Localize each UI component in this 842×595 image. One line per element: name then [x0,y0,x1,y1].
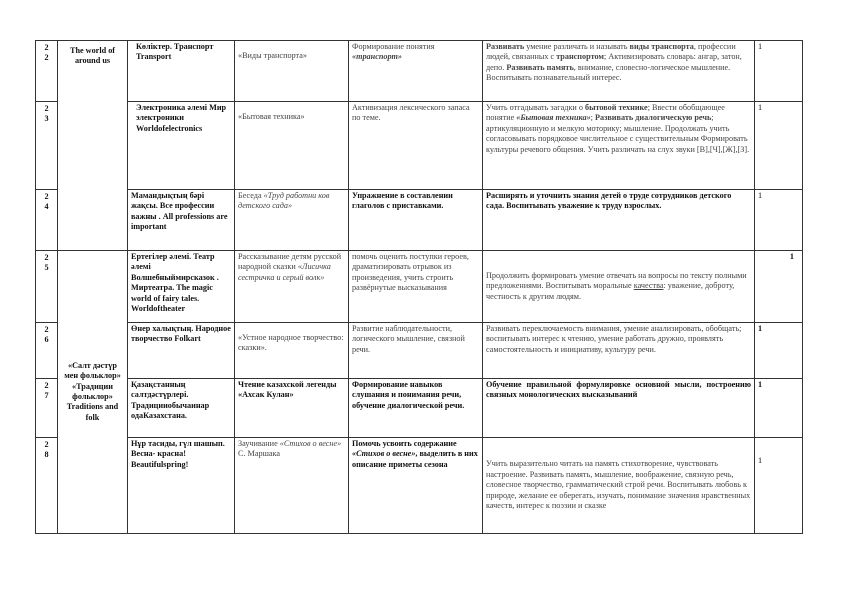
task-cell: Формирование понятия «транспорт» [349,41,483,102]
theme-cell-world [58,41,128,251]
subject-cell: «Виды транспорта» [235,41,349,102]
goals-cell: Учить отгадывать загадки о бытовой технике; Ввести обобщающее понятие «Бытовая техника»; Развивать диалогическую речь; артикуляционную и мелкую моторику; мышление. Продолжать учить согласовывать порядковое числительное с существительным Формировать культуры речевого общения. Учить различать на слух звуки [В],[Ч],[Ж],[З]. [483,102,755,190]
theme-cell-folk [58,251,128,534]
row-number: 2 7 [36,379,58,438]
table-row [36,323,803,379]
topic-cell: Өнер халықтың. Народное творчество Folkart [128,323,235,379]
topic-cell: Қазақстанның салтдәстүрлері. Традицииобычаинар одаКазахстана. [128,379,235,438]
topic-cell: Ертегілер әлемі. Театр әлемі Волшебныймирсказок . Миртеатра. The magic world of fairy tales. Worldoftheater [128,251,235,323]
theme-label: The world of around us [69,46,116,66]
subject-cell: Чтение казахской легенды «Ахсак Кулан» [235,379,349,438]
table-row [36,190,803,251]
row-number: 2 6 [36,323,58,379]
task-cell: Упражнение в составлении глаголов с приставками. [349,190,483,251]
goals-cell: Расширять и уточнить знания детей о труде сотрудников детского сада. Воспитывать уважение к труду взрослых. [483,190,755,251]
goals-cell: Обучение правильной формулировке основной мысли, построению связных монологических высказываний [483,379,755,438]
hours-cell: 1 [755,323,803,379]
subject-cell: Рассказывание детям русской народной сказки «Лисичка сестричка и серый волк» [235,251,349,323]
subject-cell: Беседа «Труд работни ков детского сада» [235,190,349,251]
hours-cell: 1 [755,438,803,534]
topic-cell: Мамандықтың бәрі жақсы. Все профессии важны . All professions are important [128,190,235,251]
table-row [36,41,803,102]
row-number: 2 3 [36,102,58,190]
theme-label: «Салт дәстүр мен фольклор» «Традиции фольклор» Traditions and folk [64,360,121,422]
subject-cell: «Устное народное творчество: сказки». [235,323,349,379]
hours-cell: 1 [755,379,803,438]
table-row [36,438,803,534]
task-cell: Активизация лексического запаса по теме. [349,102,483,190]
task-cell: Помочь усвоить содержание «Стихов о весне», выделить в них описание приметы сезона [349,438,483,534]
task-cell: Развитие наблюдательности, логического мышление, связной речи. [349,323,483,379]
lesson-plan-table [35,40,803,534]
goals-cell: Развивать переключаемость внимания, умение анализировать, обобщать; воспитывать интерес к чтению, умение работать дружно, проявлять самостоятельность и инициативу, культуру речи. [483,323,755,379]
task-cell: Формирование навыков слушания и понимания речи, обучение диалогической речи. [349,379,483,438]
table-row [36,251,803,323]
topic-cell: Нұр тасиды, гүл шашып. Весна- красна! Beautifulspring! [128,438,235,534]
row-number: 2 5 [36,251,58,323]
hours-cell: 1 [755,41,803,102]
subject-cell: Заучивание «Стихов о весне» С. Маршака [235,438,349,534]
subject-cell: «Бытовая техника» [235,102,349,190]
goals-cell: Развивать умение различать и называть виды транспорта, профессии людей, связанных с транспортом; Активизировать словарь: ангар, затон, депо. Развивать память, внимание, словесно-логическое мышление. Воспитывать познавательный интерес. [483,41,755,102]
topic-cell: Көлiктер. Транспорт Transport [128,41,235,102]
table-row [36,102,803,190]
table-row [36,379,803,438]
goals-cell: Учить выразительно читать на память стихотворение, чувствовать настроение. Развивать память, мышление, воображение, связную речь, словесное творчество, грамматический строй речи. Воспитывать любовь к природе, желание ее оберегать, изучать, понимание значения нравственных качеств, интерес к поэзии и сказке [483,438,755,534]
task-cell: помочь оценить поступки героев, драматизировать отрывок из произведения, учить строить развёрнутые высказывания [349,251,483,323]
goals-cell: Продолжить формировать умение отвечать на вопросы по тексту полными предложениями. Воспитывать моральные качества: уважение, доброту, честность к другим людям. [483,251,755,323]
row-number: 2 8 [36,438,58,534]
topic-cell: Электроника әлемі Мир электроники Worldofelectronics [128,102,235,190]
hours-cell: 1 [755,251,803,323]
hours-cell: 1 [755,190,803,251]
row-number: 2 4 [36,190,58,251]
hours-cell: 1 [755,102,803,190]
row-number: 2 2 [36,41,58,102]
